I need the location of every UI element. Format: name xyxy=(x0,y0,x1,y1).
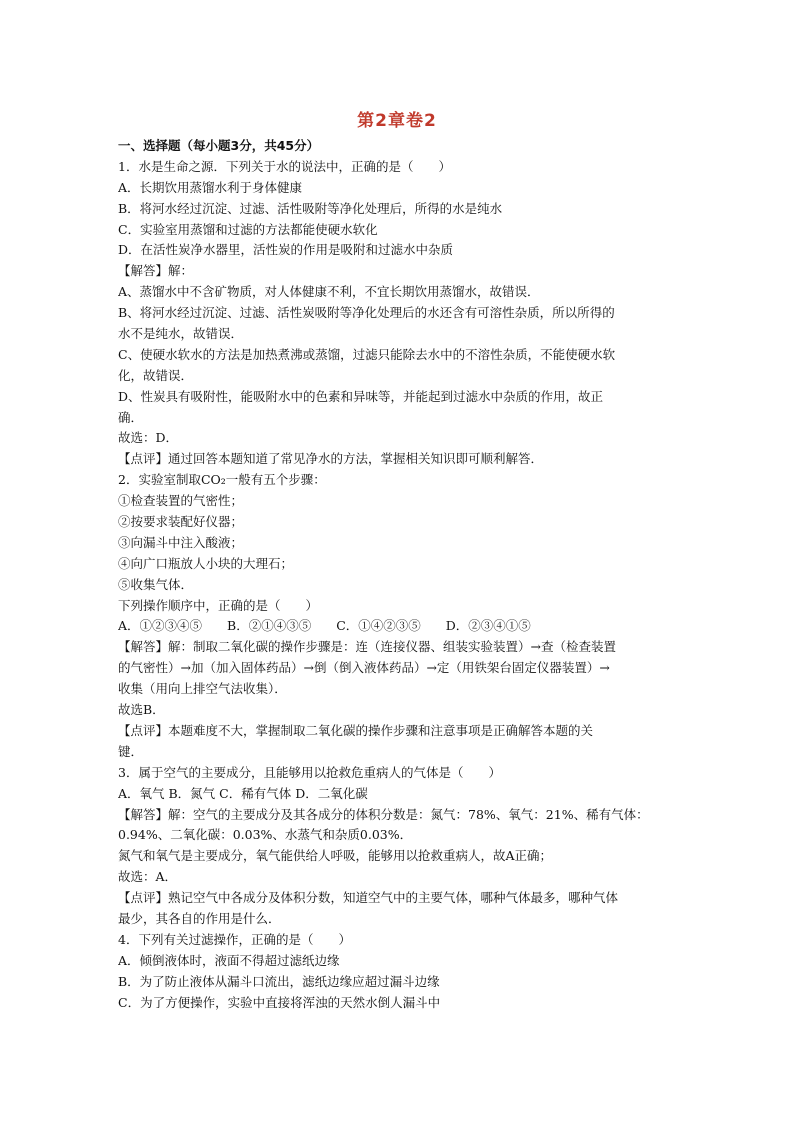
text-line: 故选B． xyxy=(118,702,165,718)
text-line: 最少，其各自的作用是什么． xyxy=(118,910,281,926)
text-line: 键． xyxy=(118,743,144,759)
text-line: 【解答】解：空气的主要成分及其各成分的体积分数是：氮气：78%、氧气：21%、稀有气体： xyxy=(118,806,649,822)
text-line: 水不是纯水，故错误． xyxy=(118,326,244,342)
text-line: B．将河水经过沉淀、过滤、活性吸附等净化处理后，所得的水是纯水 xyxy=(118,200,503,216)
text-line: 0.94%、二氧化碳：0.03%、水蒸气和杂质0.03%． xyxy=(118,827,413,843)
page-title: 第2章卷2 xyxy=(357,111,437,131)
text-line: ②按要求装配好仪器； xyxy=(118,514,244,530)
text-line: ⑤收集气体． xyxy=(118,576,194,592)
text-line: 氮气和氧气是主要成分，氧气能供给人呼吸，能够用以抢救重病人，故A正确； xyxy=(118,848,553,864)
text-line: 化，故错误． xyxy=(118,367,194,383)
text-line: ③向漏斗中注入酸液； xyxy=(118,534,244,550)
document-body xyxy=(118,136,680,1013)
text-line: A．氧气 B．氮气 C．稀有气体 D．二氧化碳 xyxy=(118,785,368,801)
text-line: 【点评】本题难度不大，掌握制取二氧化碳的操作步骤和注意事项是正确解答本题的关 xyxy=(118,722,594,738)
text-line: B．为了防止液体从漏斗口流出，滤纸边缘应超过漏斗边缘 xyxy=(118,973,440,989)
text-line: 4．下列有关过滤操作，正确的是（ ） xyxy=(118,931,351,947)
text-line: A．长期饮用蒸馏水利于身体健康 xyxy=(118,179,303,195)
text-line: 1．水是生命之源．下列关于水的说法中，正确的是（ ） xyxy=(118,158,451,174)
text-line: D．在活性炭净水器里，活性炭的作用是吸附和过滤水中杂质 xyxy=(118,242,454,258)
text-line: 收集（用向上排空气法收集）． xyxy=(118,681,287,697)
text-line: 确． xyxy=(118,409,144,425)
text-line: B、将河水经过沉淀、过滤、活性炭吸附等净化处理后的水还含有可溶性杂质，所以所得的 xyxy=(118,305,615,321)
text-line: D、性炭具有吸附性，能吸附水中的色素和异味等，并能起到过滤水中杂质的作用，故正 xyxy=(118,388,604,404)
text-line: 故选：A． xyxy=(118,869,178,885)
text-line: C．实验室用蒸馏和过滤的方法都能使硬水软化 xyxy=(118,221,378,237)
text-line: ④向广口瓶放人小块的大理石； xyxy=(118,555,294,571)
text-line: 下列操作顺序中，正确的是（ ） xyxy=(118,597,319,613)
text-line: 3．属于空气的主要成分，且能够用以抢救危重病人的气体是（ ） xyxy=(118,764,501,780)
text-line: 【解答】解： xyxy=(118,263,194,279)
text-line: A、蒸馏水中不含矿物质，对人体健康不利，不宜长期饮用蒸馏水，故错误． xyxy=(118,284,540,300)
section-heading: 一、选择题（每小题3分，共45分） xyxy=(118,138,320,153)
text-line: 故选：D． xyxy=(118,430,179,446)
text-line: A．倾倒液体时，液面不得超过滤纸边缘 xyxy=(118,952,340,968)
text-line: 的气密性）→加（加入固体药品）→倒（倒入液体药品）→定（用铁架台固定仪器装置）→ xyxy=(118,660,610,676)
text-line: C、使硬水软水的方法是加热煮沸或蒸馏，过滤只能除去水中的不溶性杂质，不能使硬水软 xyxy=(118,346,616,362)
text-line: A．①②③④⑤ B．②①④③⑤ C．①④②③⑤ D．②③④①⑤ xyxy=(118,618,531,634)
text-line: 【解答】解：制取二氧化碳的操作步骤是：连（连接仪器、组装实验装置）→查（检查装置 xyxy=(118,639,616,655)
text-line: 【点评】熟记空气中各成分及体积分数，知道空气中的主要气体，哪种气体最多，哪种气体 xyxy=(118,890,619,906)
text-line: ①检查装置的气密性； xyxy=(118,493,244,509)
text-line: C．为了方便操作，实验中直接将浑浊的天然水倒人漏斗中 xyxy=(118,994,441,1010)
text-line: 2．实验室制取CO₂一般有五个步骤： xyxy=(118,472,326,488)
question-lines xyxy=(118,157,680,1014)
text-line: 【点评】通过回答本题知道了常见净水的方法，掌握相关知识即可顺利解答． xyxy=(118,451,544,467)
